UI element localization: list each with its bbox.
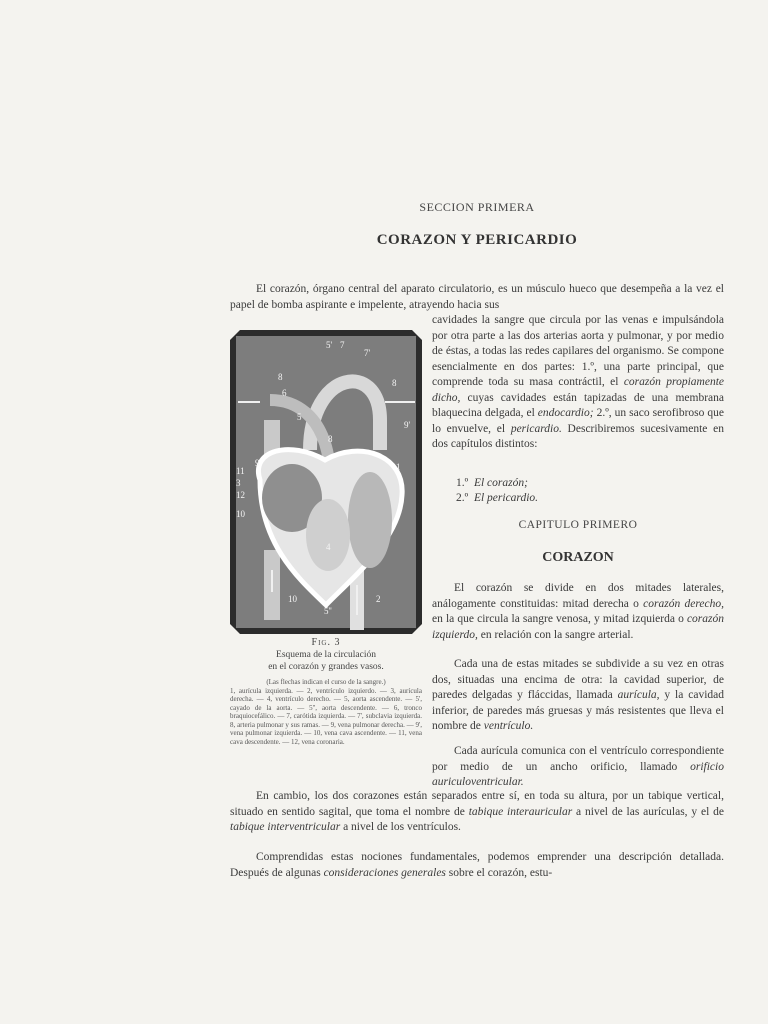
figure-caption [230, 637, 422, 673]
figure-legend [230, 678, 422, 746]
right-ventricle [306, 499, 350, 571]
label-5: 5 [297, 412, 302, 422]
page-title: CORAZON Y PERICARDIO [376, 232, 578, 248]
intro-emphasis-3: pericardio. [510, 422, 562, 435]
intro-text-c: 2.º, un saco serofibroso que lo envuelve, el [432, 407, 724, 435]
body-paragraph [230, 789, 724, 836]
chapter-label: CAPITULO PRIMERO [518, 519, 638, 531]
caption-line: en el corazón y grandes vasos. [268, 662, 384, 672]
label-3: 3 [236, 478, 241, 488]
left-ventricle [348, 472, 392, 568]
body-paragraph [432, 657, 724, 735]
intro-paragraph-continued [432, 313, 724, 453]
body-text: en relación con la sangre arterial. [477, 628, 634, 641]
label-8b: 8 [392, 378, 397, 388]
chapter-title: CORAZON [542, 550, 614, 565]
body-text: y la cavidad inferior, de paredes más gruesas y más resistentes que lleva el nombre de [432, 689, 724, 732]
body-text: Comprendidas estas nociones fundamentales, podemos emprender una descripción detallada. Después de algunas [230, 851, 724, 879]
body-paragraph [230, 850, 724, 881]
section-heading: SECCION PRIMERA [419, 200, 535, 214]
body-text: En cambio, los dos corazones están separados entre sí, en toda su altura, por un tabique vertical, situado en sentido sagital, que toma el nombre de [230, 790, 724, 818]
body-emphasis: aurícula, [617, 689, 660, 701]
label-6: 6 [282, 388, 287, 398]
body-emphasis: orificio auriculoventricular. [432, 760, 724, 788]
intro-text: El corazón, órgano central del aparato circulatorio, es un músculo hueco que desempeña a la vez el papel de bomba aspirante e impelente, atrayendo hacia sus [230, 283, 724, 311]
list-item [456, 491, 538, 506]
body-emphasis: consideraciones generales [323, 866, 446, 879]
label-5b: 5'' [324, 606, 332, 616]
intro-text-b: cuyas cavidades están tapizadas de una membrana blaquecina delgada, el [432, 391, 724, 419]
heart-diagram-figure [230, 330, 422, 634]
label-1: 1 [396, 462, 401, 472]
body-text: El corazón se divide en dos mitades laterales, análogamente constituidas: mitad derecha o [432, 582, 724, 610]
caption-line: Esquema de la circulación [276, 650, 376, 660]
body-text: a nivel de las aurículas, y el de [572, 805, 724, 818]
body-paragraph [432, 744, 724, 791]
legend-text: 1, aurícula izquierda. — 2, ventrículo izquierdo. — 3, aurícula derecha. — 4, ventrículo derecho. — 5, aorta ascendente. — 5', cayado de la aorta. — 5'', aorta descendente. — 6, tronco braquiocefálico. — 7, carótida izquierda. — 7', subclavia izquierda. 8, arteria pulmonar y sus ramas. — 9, vena pulmonar derecha. — 9', vena pulmonar izquierda. — 10, vena cava ascendente. — 11, vena cava descendente. — 12, vena coronaria. [230, 686, 422, 746]
label-4: 4 [326, 542, 331, 552]
label-5a: 5' [326, 340, 333, 350]
label-8a: 8 [278, 372, 283, 382]
label-12: 12 [236, 490, 245, 500]
label-10b: 10 [288, 594, 297, 604]
intro-text-a: cavidades la sangre que circula por las venas e impulsándola por otra parte a las dos arterias aorta y pulmonar, y por medio de éstas, a todas las redes capilares del organismo. Se compone esencialmente en dos partes: 1.º, una parte principal, que comprende toda su masa contráctil, el [432, 314, 724, 388]
label-9: 9 [255, 458, 260, 468]
body-text: a nivel de los ventrículos. [340, 821, 461, 833]
list-text: El corazón; [473, 477, 528, 489]
figure-number: Fig. 3 [311, 637, 341, 648]
label-7b: 7' [364, 348, 371, 358]
label-11: 11 [236, 466, 245, 476]
figure-note: (Las flechas indican el curso de la sangre.) [266, 678, 386, 686]
body-text: Cada aurícula comunica con el ventrículo correspondiente por medio de un ancho orificio, llamado [432, 745, 724, 773]
intro-emphasis-1: corazón propiamente dicho, [432, 376, 724, 404]
list-number: 1.º [456, 477, 469, 489]
body-emphasis: corazón izquierdo, [432, 613, 724, 641]
label-10a: 10 [236, 509, 245, 519]
body-text: Cada una de estas mitades se subdivide a su vez en otras dos, situadas una encima de otra: la cavidad superior, de paredes delgadas y fláccidas, llamada [432, 658, 724, 701]
body-emphasis: corazón derecho, [643, 597, 724, 610]
body-emphasis: tabique interauricular [468, 805, 573, 818]
label-2: 2 [376, 594, 381, 604]
intro-paragraph-start [230, 282, 724, 313]
body-emphasis: ventrículo. [483, 720, 534, 732]
list-item [456, 476, 528, 491]
body-paragraph [432, 581, 724, 643]
body-emphasis: tabique interventricular [230, 821, 341, 833]
intro-text-d: Describiremos sucesivamente en dos capítulos distintos: [432, 422, 724, 450]
label-7: 7 [340, 340, 345, 350]
label-9b: 9' [404, 420, 411, 430]
list-text: El pericardio. [473, 492, 539, 504]
list-number: 2.º [456, 492, 469, 504]
body-text: sobre el corazón, estu- [445, 866, 553, 879]
label-8c: 8 [328, 434, 333, 444]
body-text: en la que circula la sangre venosa, y mitad izquierda o [432, 613, 687, 625]
intro-emphasis-2: endocardio; [537, 407, 594, 419]
